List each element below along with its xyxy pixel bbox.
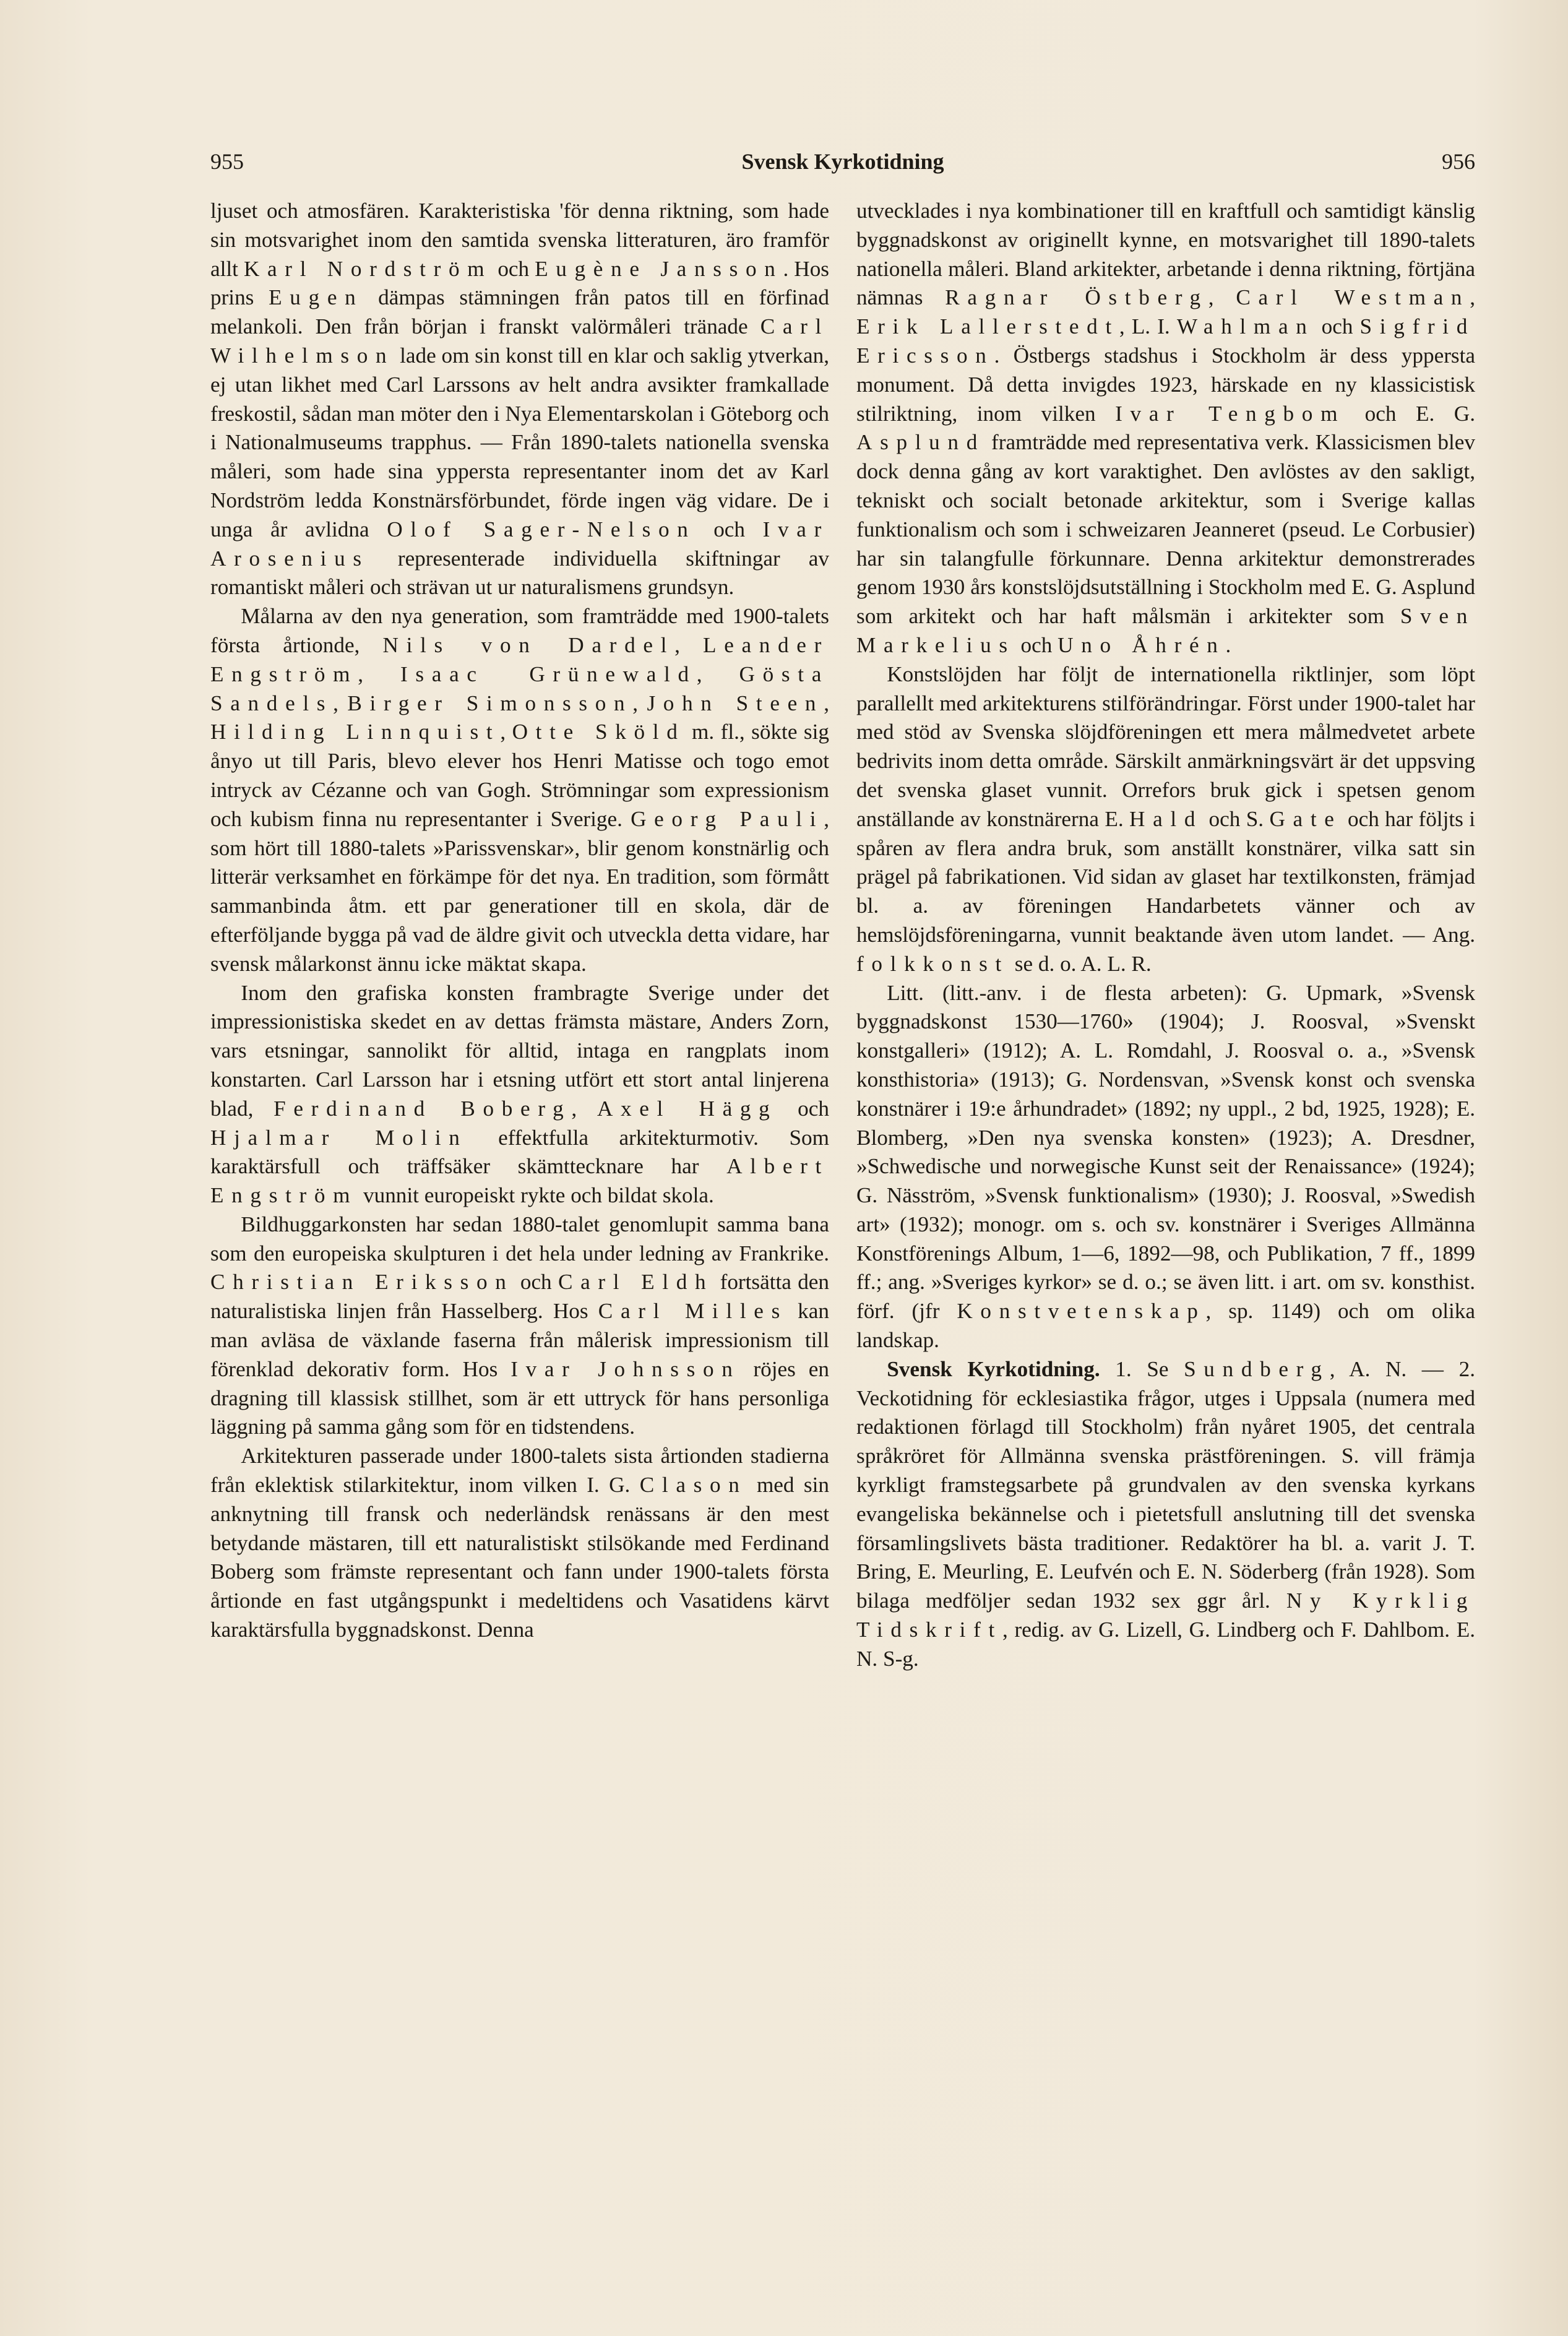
text-run: , redig. av G. Lizell, G. Lindberg och F. Dahlbom. E. N. S-g.: [856, 1618, 1475, 1671]
text-run: ,: [824, 691, 829, 715]
text-run: framträdde med representativa verk. Klassicismen blev dock denna gång av kort varaktighet. Den avlöstes av den sakligt, tekniskt och socialt betonade arkitektur, som i Sverige kallas funktionalism och som i schweizaren Jeanneret (pseud. Le Corbusier) har sin talangfulle förkunnare. Denna arkitektur demonstrerades genom 1930 års konstslöjdsutställning i Stockholm med E. G. Asplund som arkitekt och har haft målsmän i arkitekter som: [856, 430, 1475, 629]
text-run: , sp. 1149) och om olika landskap.: [856, 1299, 1475, 1353]
spaced-name: Carl Milles: [598, 1299, 788, 1324]
text-run: , som hört till 1880-talets »Parissvenskar», blir genom konstnärlig och litterär verksamhet en förkämpe för det nya. En tradition, som förmått sammanbinda åtm. ett par generationer till en skola, där de efterföljande bygga på vad de äldre givit och utveckla detta vidare, har svensk målarkonst ännu icke mäktat skapa.: [210, 806, 829, 976]
page-number-right: 956: [1442, 149, 1475, 174]
text-run: röjes en dragning till klassisk stillhet, som är ett uttryck för hans personliga läggning på samma gång som för en tidstendens.: [210, 1356, 829, 1439]
text-run: ,: [1470, 285, 1475, 310]
spaced-name: Sigfrid Ericsson: [856, 314, 1475, 368]
text-run: Litt. (litt.-anv. i de flesta arbeten): G. Upmark, »Svensk byggnadskonst 1530—1760» (1904); J. Roosval, »Svenskt konstgalleri» (1912); A. L. Romdahl, J. Roosval o. a., »Svensk konsthistoria» (1913); G. Nordensvan, »Svensk konst och svenska konstnärer i 19:e århundradet» (1892; ny uppl., 2 bd, 1925, 1928); E. Blomberg, »Den nya svenska konsten» (1923); A. Dresdner, »Schwedische und norwegische Kunst seit der Renaissance» (1924); G. Näsström, »Svensk funktionalism» (1930); J. Roosval, »Swedish art» (1932); monogr. om s. och sv. konstnärer i Sveriges Allmänna Konstförenings Album, 1—6, 1892—98, och Publikation, 7 ff., 1899 ff.; ang. »Sveriges kyrkor» se d. o.; se även litt. i art. om sv. konsthist. förf. (jfr: [856, 980, 1475, 1324]
spaced-name: Ragnar Östberg: [945, 285, 1208, 310]
left-column: [210, 197, 829, 1645]
spaced-name: Hald: [1129, 806, 1204, 831]
paragraph: [210, 197, 829, 602]
spaced-name: Erik Lallerstedt: [856, 314, 1119, 339]
text-run: ,: [632, 691, 647, 715]
spaced-name: Isaac Grünewald: [400, 662, 697, 686]
right-column: [856, 197, 1475, 1674]
text-run: och: [777, 1096, 829, 1121]
paragraph: [856, 979, 1475, 1355]
spaced-name: Gate: [1269, 806, 1342, 831]
text-run: effektfulla arkitekturmotiv. Som karaktärsfull och träffsäker skämttecknare har: [210, 1125, 829, 1179]
spaced-name: Asplund: [856, 430, 985, 455]
text-run: representerade individuella skiftningar av romantiskt måleri och strävan ut ur naturalismens grundsyn.: [210, 546, 829, 600]
paragraph: [210, 1442, 829, 1645]
spaced-name: folkkonst: [856, 951, 1009, 976]
spaced-name: Ferdinand Boberg: [274, 1096, 572, 1121]
text-run: ,: [333, 691, 348, 715]
spaced-name: Axel Hägg: [597, 1096, 778, 1121]
spaced-name: Albert Engström: [210, 1154, 829, 1208]
text-run: ,: [571, 1096, 597, 1121]
text-run: ,: [674, 632, 704, 657]
text-run: med sin anknytning till fransk och nederländsk renässans är den mest betydande mästaren, till ett naturalistiskt stilsökande med Ferdinand Boberg som främste representant och fann under 1900-talets första årtionde en fast utgångspunkt i medeltidens och Vasatidens kärvt karaktärsfulla byggnadskonst. Denna: [210, 1473, 829, 1642]
text-run: fortsätta den naturalistiska linjen från Hasselberg. Hos: [210, 1270, 829, 1324]
text-run: utvecklades i nya kombinationer till en kraftfull och samtidigt känslig byggnadskonst av originellt kynne, en motsvarighet till 1890-talets nationella måleri. Bland arkitekter, arbetande i denna riktning, förtjäna nämnas: [856, 199, 1475, 310]
spaced-name: Sundberg: [1184, 1356, 1330, 1381]
spaced-name: Carl Eldh: [558, 1270, 714, 1295]
text-run: och: [1015, 632, 1058, 657]
spaced-name: Christian Eriksson: [210, 1270, 514, 1295]
spaced-name: Ivar Johnsson: [510, 1356, 741, 1381]
text-run: och: [1314, 314, 1360, 339]
running-title: Svensk Kyrkotidning: [741, 149, 944, 174]
text-run: .: [1225, 632, 1231, 657]
entry-headword: Svensk Kyrkotidning.: [887, 1356, 1100, 1381]
text-run: m. fl., sökte sig ånyo ut till Paris, blevo elever hos Henri Matisse och togo emot intryck av Cézanne och van Gogh. Strömningar som expressionism och kubism finna nu representanter i Sverige.: [210, 720, 829, 831]
text-run: 1. Se: [1100, 1356, 1184, 1381]
text-run: och S.: [1203, 806, 1270, 831]
text-run: och har följts i spåren av flera andra bruk, som anställt konstnärer, vilka satt sin prägel på fabrikationen. Vid sidan av glaset har textilkonsten, främjad bl. a. av föreningen Handarbetets vänner och av hemslöjdsföreningarna, vunnit beaktande även utom landet. — Ang.: [856, 806, 1475, 947]
text-run: , A. N. — 2. Veckotidning för ecklesiastika frågor, utges i Uppsala (numera med redaktionen förlagd till Stockholm) från nyåret 1905, det centrala språkröret för Allmänna svenska prästföreningen. S. vill främja kyrkligt framstegsarbete på grundvalen av den svenska kyrkans evangeliska bekännelse och i pietetsfull anslutning till det svenska församlingslivets bästa traditioner. Redaktörer ha bl. a. varit J. T. Bring, E. Meurling, E. Leufvén och E. N. Söderberg (från 1928). Som bilaga medföljer sedan 1932 sex ggr årl.: [856, 1356, 1476, 1613]
paragraph: [856, 660, 1475, 979]
text-run: . Östbergs stadshus i Stockholm är dess yppersta monument. Då detta invigdes 1923, härskade en ny klassicistisk stilriktning, inom vilken: [856, 343, 1475, 426]
spaced-name: Karl Nordström: [243, 256, 493, 281]
text-run: ,: [500, 720, 512, 744]
spaced-name: Hjalmar Molin: [210, 1125, 468, 1150]
text-run: , L. I.: [1119, 314, 1177, 339]
text-run: ,: [1208, 285, 1236, 310]
paragraph: [210, 602, 829, 978]
spaced-name: Hilding Linnquist: [210, 720, 501, 744]
spaced-name: Wahlman: [1176, 314, 1315, 339]
spaced-name: Otte Sköld: [512, 720, 686, 744]
text-run: Arkitekturen passerade under 1800-talets sista årtionden stadierna från eklektisk stilarkitektur, inom vilken I. G.: [210, 1444, 829, 1498]
text-run: ,: [358, 662, 401, 686]
spaced-name: Uno Åhrén: [1058, 632, 1226, 657]
text-run: se d. o. A. L. R.: [1009, 951, 1152, 976]
spaced-name: Carl Wilhelmson: [210, 314, 829, 368]
text-run: och E. G.: [1345, 401, 1475, 426]
text-run: kan man avläsa de växlande faserna från målerisk impressionism till förenklad dekorativ form. Hos: [210, 1299, 829, 1381]
spaced-name: Eugène Jansson: [535, 256, 783, 281]
text-run: Konstslöjden har följt de internationella riktlinjer, som löpt parallellt med arkitekturens stilförändringar. Först under 1900-talet har med stöd av Svenska slöjdföreningen ett mera målmedvetet arbete bedrivits inom detta område. Särskilt anmärkningsvärt är det uppsving det svenska glaset vunnit. Orrefors bruk gick i spetsen genom anställande av konstnärerna E.: [856, 662, 1475, 831]
text-run: dämpas stämningen från patos till en förfinad melankoli. Den från början i franskt valörmåleri tränade: [210, 285, 830, 339]
text-run: Inom den grafiska konsten frambragte Sverige under det impressionistiska skedet en av dettas främsta mästare, Anders Zorn, vars etsningar, sannolikt för alltid, intaga en rangplats inom konstarten. Carl Larsson har i etsning utfört ett stort antal linjerena blad,: [210, 980, 829, 1121]
paragraph: [856, 197, 1475, 660]
spaced-name: John Steen: [647, 691, 824, 715]
spaced-name: Ny Kyrklig Tidskrift: [856, 1588, 1475, 1642]
spaced-name: Konstvetenskap: [957, 1299, 1206, 1324]
spaced-name: Eugen: [269, 285, 364, 310]
spaced-name: Nils von Dardel: [382, 632, 675, 657]
text-run: och: [514, 1270, 558, 1295]
spaced-name: Ivar Arosenius: [210, 517, 829, 571]
spaced-name: Sven Markelius: [856, 604, 1475, 657]
running-header: [210, 149, 1475, 186]
spaced-name: Georg Pauli: [631, 806, 824, 831]
page-number-left: 955: [210, 149, 244, 174]
text-run: vunnit europeiskt rykte och bildat skola.: [358, 1183, 714, 1208]
text-run: och: [492, 256, 535, 281]
text-run: lade om sin konst till en klar och saklig ytverkan, ej utan likhet med Carl Larssons av helt andra avsikter framkallade freskostil, sådan man möter den i Nya Elementarskolan i Göteborg och i Nationalmuseums trapphus. — Från 1890-talets nationella svenska måleri, som hade sina yppersta representanter inom det av Karl Nordström ledda Konstnärsförbundet, förde ingen väg vidare. De i unga år avlidna: [210, 343, 829, 541]
text-run: Målarna av den nya generation, som framträdde med 1900-talets första årtionde,: [210, 604, 829, 657]
spaced-name: Ivar Tengbom: [1115, 401, 1346, 426]
text-run: Bildhuggarkonsten har sedan 1880-talet genomlupit samma bana som den europeiska skulpturen i det hela under ledning av Frankrike.: [210, 1212, 829, 1265]
paragraph: [210, 979, 829, 1210]
text-run: ljuset och atmosfären. Karakteristiska 'för denna riktning, som hade sin motsvarighet inom den samtida svenska litteraturen, äro framför allt: [210, 199, 829, 281]
text-run: . Hos prins: [210, 256, 829, 310]
text-run: ,: [696, 662, 739, 686]
text-run: och: [696, 517, 763, 541]
spaced-name: Olof Sager-Nelson: [387, 517, 696, 541]
paragraph: [210, 1210, 829, 1442]
spaced-name: Leander Engström: [210, 632, 829, 686]
spaced-name: Gösta Sandels: [210, 662, 829, 715]
spaced-name: Birger Simonsson: [347, 691, 633, 715]
spaced-name: Clason: [639, 1473, 747, 1498]
spaced-name: Carl Westman: [1236, 285, 1470, 310]
paragraph: [856, 1355, 1475, 1674]
